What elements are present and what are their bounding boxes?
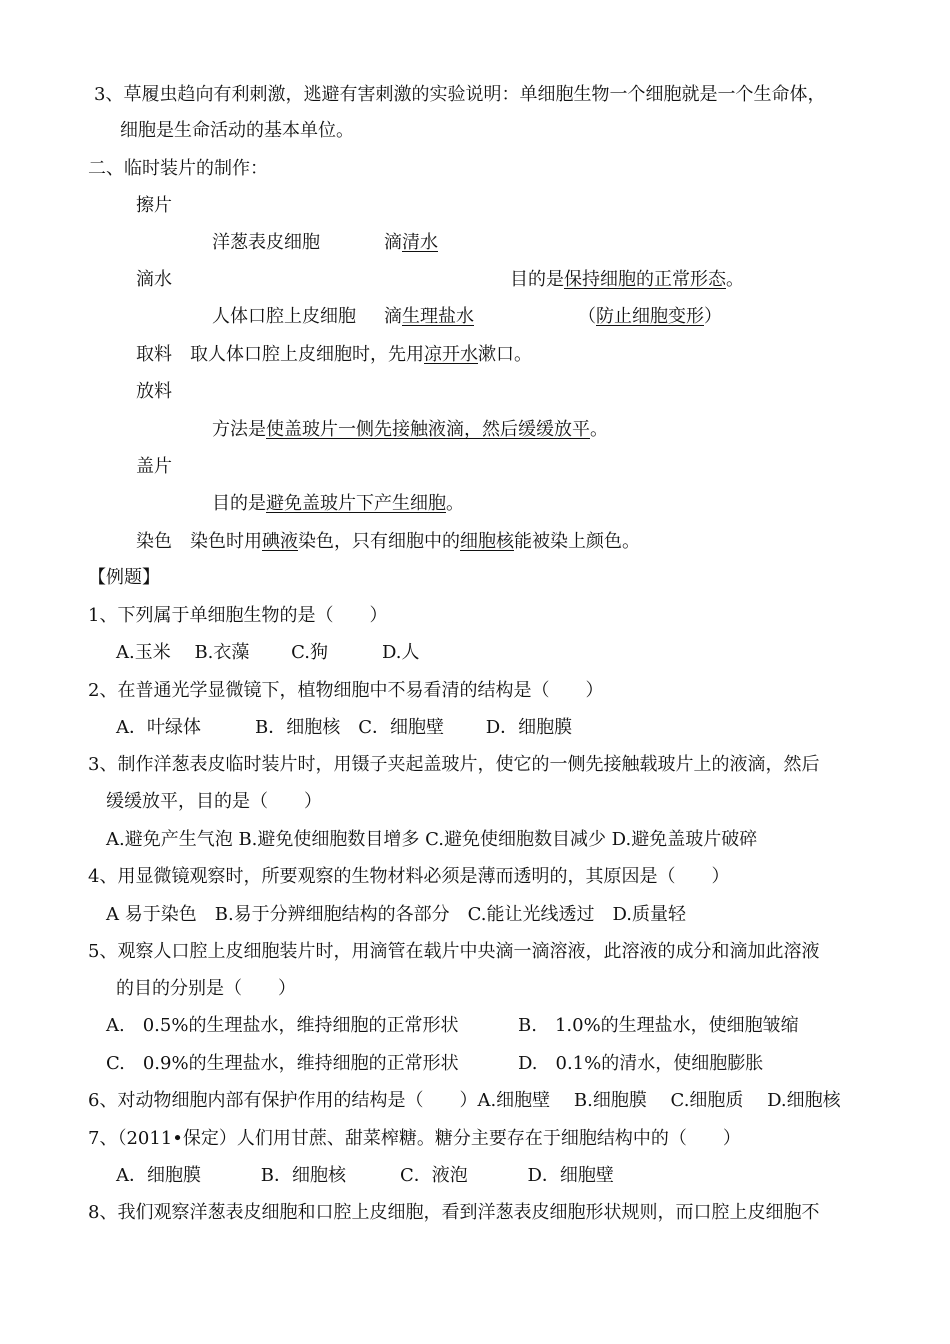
purpose-answer: 保持细胞的正常形态 [564,269,726,290]
question-2-options: A．叶绿体 B．细胞核 C．细胞壁 D．细胞膜 [116,717,573,738]
question-5-option-b: B. 1.0%的生理盐水，使细胞皱缩 [518,1015,799,1036]
item3-line1: 3、草履虫趋向有利刺激，逃避有害刺激的实验说明：单细胞生物一个细胞就是一个生命体， [94,84,826,105]
question-3-options: A.避免产生气泡 B.避免使细胞数目增多 C.避免使细胞数目减少 D.避免盖玻片破碎 [106,829,758,850]
question-5-option-d: D. 0.1%的清水，使细胞膨胀 [518,1053,764,1074]
drip-purpose: 目的是保持细胞的正常形态。 [510,269,744,290]
question-5-option-a: A. 0.5%的生理盐水，维持细胞的正常形状 [106,1015,459,1036]
question-1: 1、下列属于单细胞生物的是（ ） [88,605,388,626]
question-4-options: A 易于染色 B.易于分辨细胞结构的各部分 C.能让光线透过 D.质量轻 [106,904,687,925]
cover-purpose-answer: 避免盖玻片下产生细胞 [266,493,446,514]
cool-water-answer: 凉开水 [424,344,478,365]
question-5-option-c: C. 0.9%的生理盐水，维持细胞的正常形状 [106,1053,459,1074]
cover-purpose: 目的是避免盖玻片下产生细胞。 [212,493,464,514]
prevent-deform-answer: 防止细胞变形 [596,306,704,327]
clear-water-answer: 清水 [402,232,438,253]
section2-title: 二、临时装片的制作： [88,158,268,179]
iodine-answer: 碘液 [262,531,298,552]
saline-answer: 生理盐水 [402,306,474,327]
question-7: 7、（2011•保定）人们用甘蔗、甜菜榨糖。糖分主要存在于细胞结构中的（ ） [88,1128,741,1149]
onion-drip: 滴清水 [384,232,438,253]
step-qu-liao: 取料 取人体口腔上皮细胞时，先用凉开水漱口。 [136,344,532,365]
question-3-line2: 缓缓放平，目的是（ ） [106,791,322,812]
question-1-options: A.玉米 B.衣藻 C.狗 D.人 [116,642,420,663]
question-8: 8、我们观察洋葱表皮细胞和口腔上皮细胞，看到洋葱表皮细胞形状规则，而口腔上皮细胞不 [88,1202,820,1223]
cheek-drip: 滴生理盐水 [384,306,474,327]
method-answer: 使盖玻片一侧先接触液滴，然后缓缓放平 [266,419,590,440]
question-3-line1: 3、制作洋葱表皮临时装片时，用镊子夹起盖玻片，使它的一侧先接触载玻片上的液滴，然后 [88,754,820,775]
question-4: 4、用显微镜观察时，所要观察的生物材料必须是薄而透明的，其原因是（ ） [88,866,730,887]
cheek-cell-label: 人体口腔上皮细胞 [212,306,356,327]
step-fang-liao: 放料 [136,381,172,402]
method-text: 方法是使盖玻片一侧先接触液滴，然后缓缓放平。 [212,419,608,440]
question-2: 2、在普通光学显微镜下，植物细胞中不易看清的结构是（ ） [88,680,604,701]
onion-cell-label: 洋葱表皮细胞 [212,232,320,253]
nucleus-answer: 细胞核 [460,531,514,552]
question-5-line1: 5、观察人口腔上皮细胞装片时，用滴管在载片中央滴一滴溶液，此溶液的成分和滴加此溶液 [88,941,820,962]
prevent-deform-note: （防止细胞变形） [578,306,722,327]
question-7-options: A．细胞膜 B．细胞核 C．液泡 D．细胞壁 [116,1165,614,1186]
step-ran-se: 染色 染色时用碘液染色，只有细胞中的细胞核能被染上颜色。 [136,531,640,552]
step-gai-pian: 盖片 [136,456,172,477]
item3-line2: 细胞是生命活动的基本单位。 [120,120,354,141]
step-ca-pian: 擦片 [136,195,172,216]
question-5-line2: 的目的分别是（ ） [116,978,296,999]
step-di-shui: 滴水 [136,269,172,290]
question-6: 6、对动物细胞内部有保护作用的结构是（ ）A.细胞壁 B.细胞膜 C.细胞质 D.细胞核 [88,1090,841,1111]
examples-header: 【例题】 [88,567,160,588]
